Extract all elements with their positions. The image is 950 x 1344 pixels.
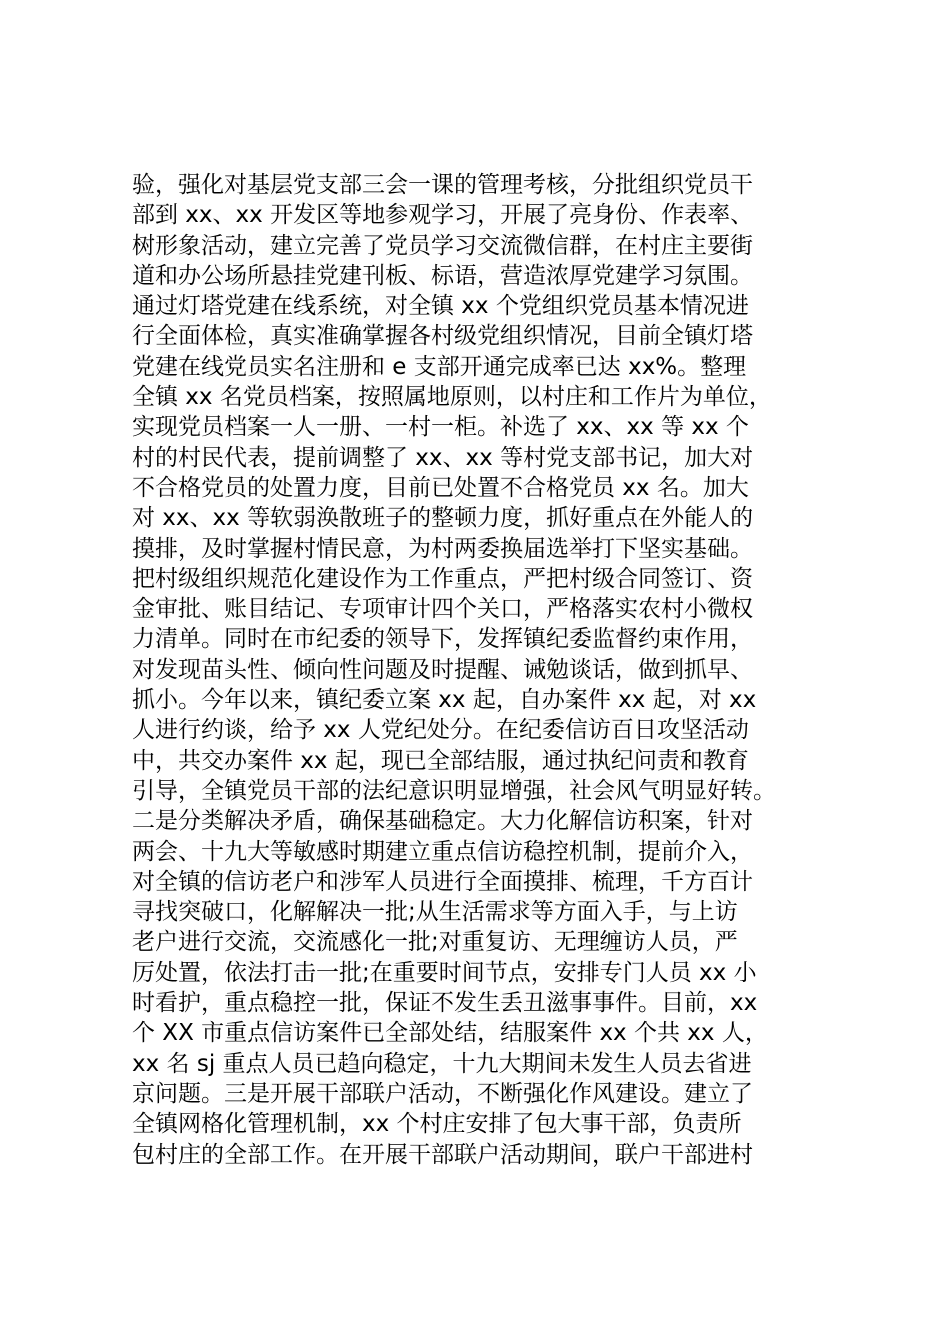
text-line: 包村庄的全部工作。在开展干部联户活动期间，联户干部进村 — [132, 1141, 753, 1168]
text-line: 抓小。今年以来，镇纪委立案 xx 起，自办案件 xx 起，对 xx — [132, 687, 757, 714]
text-line: 金审批、账目结记、专项审计四个关口，严格落实农村小微权 — [132, 596, 753, 623]
text-line: 老户进行交流，交流感化一批;对重复访、无理缠访人员，严 — [132, 929, 738, 956]
text-line: 厉处置，依法打击一批;在重要时间节点，安排专门人员 xx 小 — [132, 959, 757, 986]
text-line: 对发现苗头性、倾向性问题及时提醒、诫勉谈话，做到抓早、 — [132, 656, 753, 683]
text-line: 部到 xx、xx 开发区等地参观学习，开展了亮身份、作表率、 — [132, 202, 754, 229]
text-line: 两会、十九大等敏感时期建立重点信访稳控机制，提前介入， — [132, 838, 753, 865]
text-line: 对全镇的信访老户和涉军人员进行全面摸排、梳理，千方百计 — [132, 868, 753, 895]
text-line: 把村级组织规范化建设作为工作重点，严把村级合同签订、资 — [132, 565, 753, 592]
text-line: 道和办公场所悬挂党建刊板、标语，营造浓厚党建学习氛围。 — [132, 262, 753, 289]
body-text — [132, 170, 852, 1170]
text-line: 对 xx、xx 等软弱涣散班子的整顿力度，抓好重点在外能人的 — [132, 505, 754, 532]
text-line: 人进行约谈，给予 xx 人党纪处分。在纪委信访百日攻坚活动 — [132, 717, 749, 744]
text-line: 实现党员档案一人一册、一村一柜。补选了 xx、xx 等 xx 个 — [132, 414, 749, 441]
text-line: 二是分类解决矛盾，确保基础稳定。大力化解信访积案，针对 — [132, 808, 753, 835]
text-line: 全镇 xx 名党员档案，按照属地原则，以村庄和工作片为单位， — [132, 384, 772, 411]
text-line: 验，强化对基层党支部三会一课的管理考核，分批组织党员干 — [132, 172, 753, 198]
text-line: 力清单。同时在市纪委的领导下，发挥镇纪委监督约束作用， — [132, 626, 753, 653]
text-line: 树形象活动，建立完善了党员学习交流微信群，在村庄主要街 — [132, 232, 753, 259]
text-line: xx 名 sj 重点人员已趋向稳定，十九大期间未发生人员去省进 — [132, 1050, 752, 1077]
text-line: 京问题。三是开展干部联户活动，不断强化作风建设。建立了 — [132, 1080, 753, 1107]
text-line: 摸排，及时掌握村情民意，为村两委换届选举打下坚实基础。 — [132, 535, 753, 562]
text-line: 引导，全镇党员干部的法纪意识明显增强，社会风气明显好转。 — [132, 777, 776, 804]
text-line: 全镇网格化管理机制，xx 个村庄安排了包大事干部，负责所 — [132, 1111, 742, 1138]
text-line: 通过灯塔党建在线系统，对全镇 xx 个党组织党员基本情况进 — [132, 293, 749, 320]
text-line: 个 XX 市重点信访案件已全部处结，结服案件 xx 个共 xx 人， — [132, 1020, 768, 1047]
text-line: 寻找突破口，化解解决一批;从生活需求等方面入手，与上访 — [132, 899, 738, 926]
text-line: 村的村民代表，提前调整了 xx、xx 等村党支部书记，加大对 — [132, 444, 754, 471]
text-line: 行全面体检，真实准确掌握各村级党组织情况，目前全镇灯塔 — [132, 323, 753, 350]
text-line: 党建在线党员实名注册和 e 支部开通完成率已达 xx%。整理 — [132, 353, 747, 380]
text-line: 不合格党员的处置力度，目前已处置不合格党员 xx 名。加大 — [132, 474, 749, 501]
text-line: 中，共交办案件 xx 起，现已全部结服，通过执纪问责和教育 — [132, 747, 749, 774]
text-line: 时看护，重点稳控一批，保证不发生丢丑滋事事件。目前，xx — [132, 990, 758, 1017]
